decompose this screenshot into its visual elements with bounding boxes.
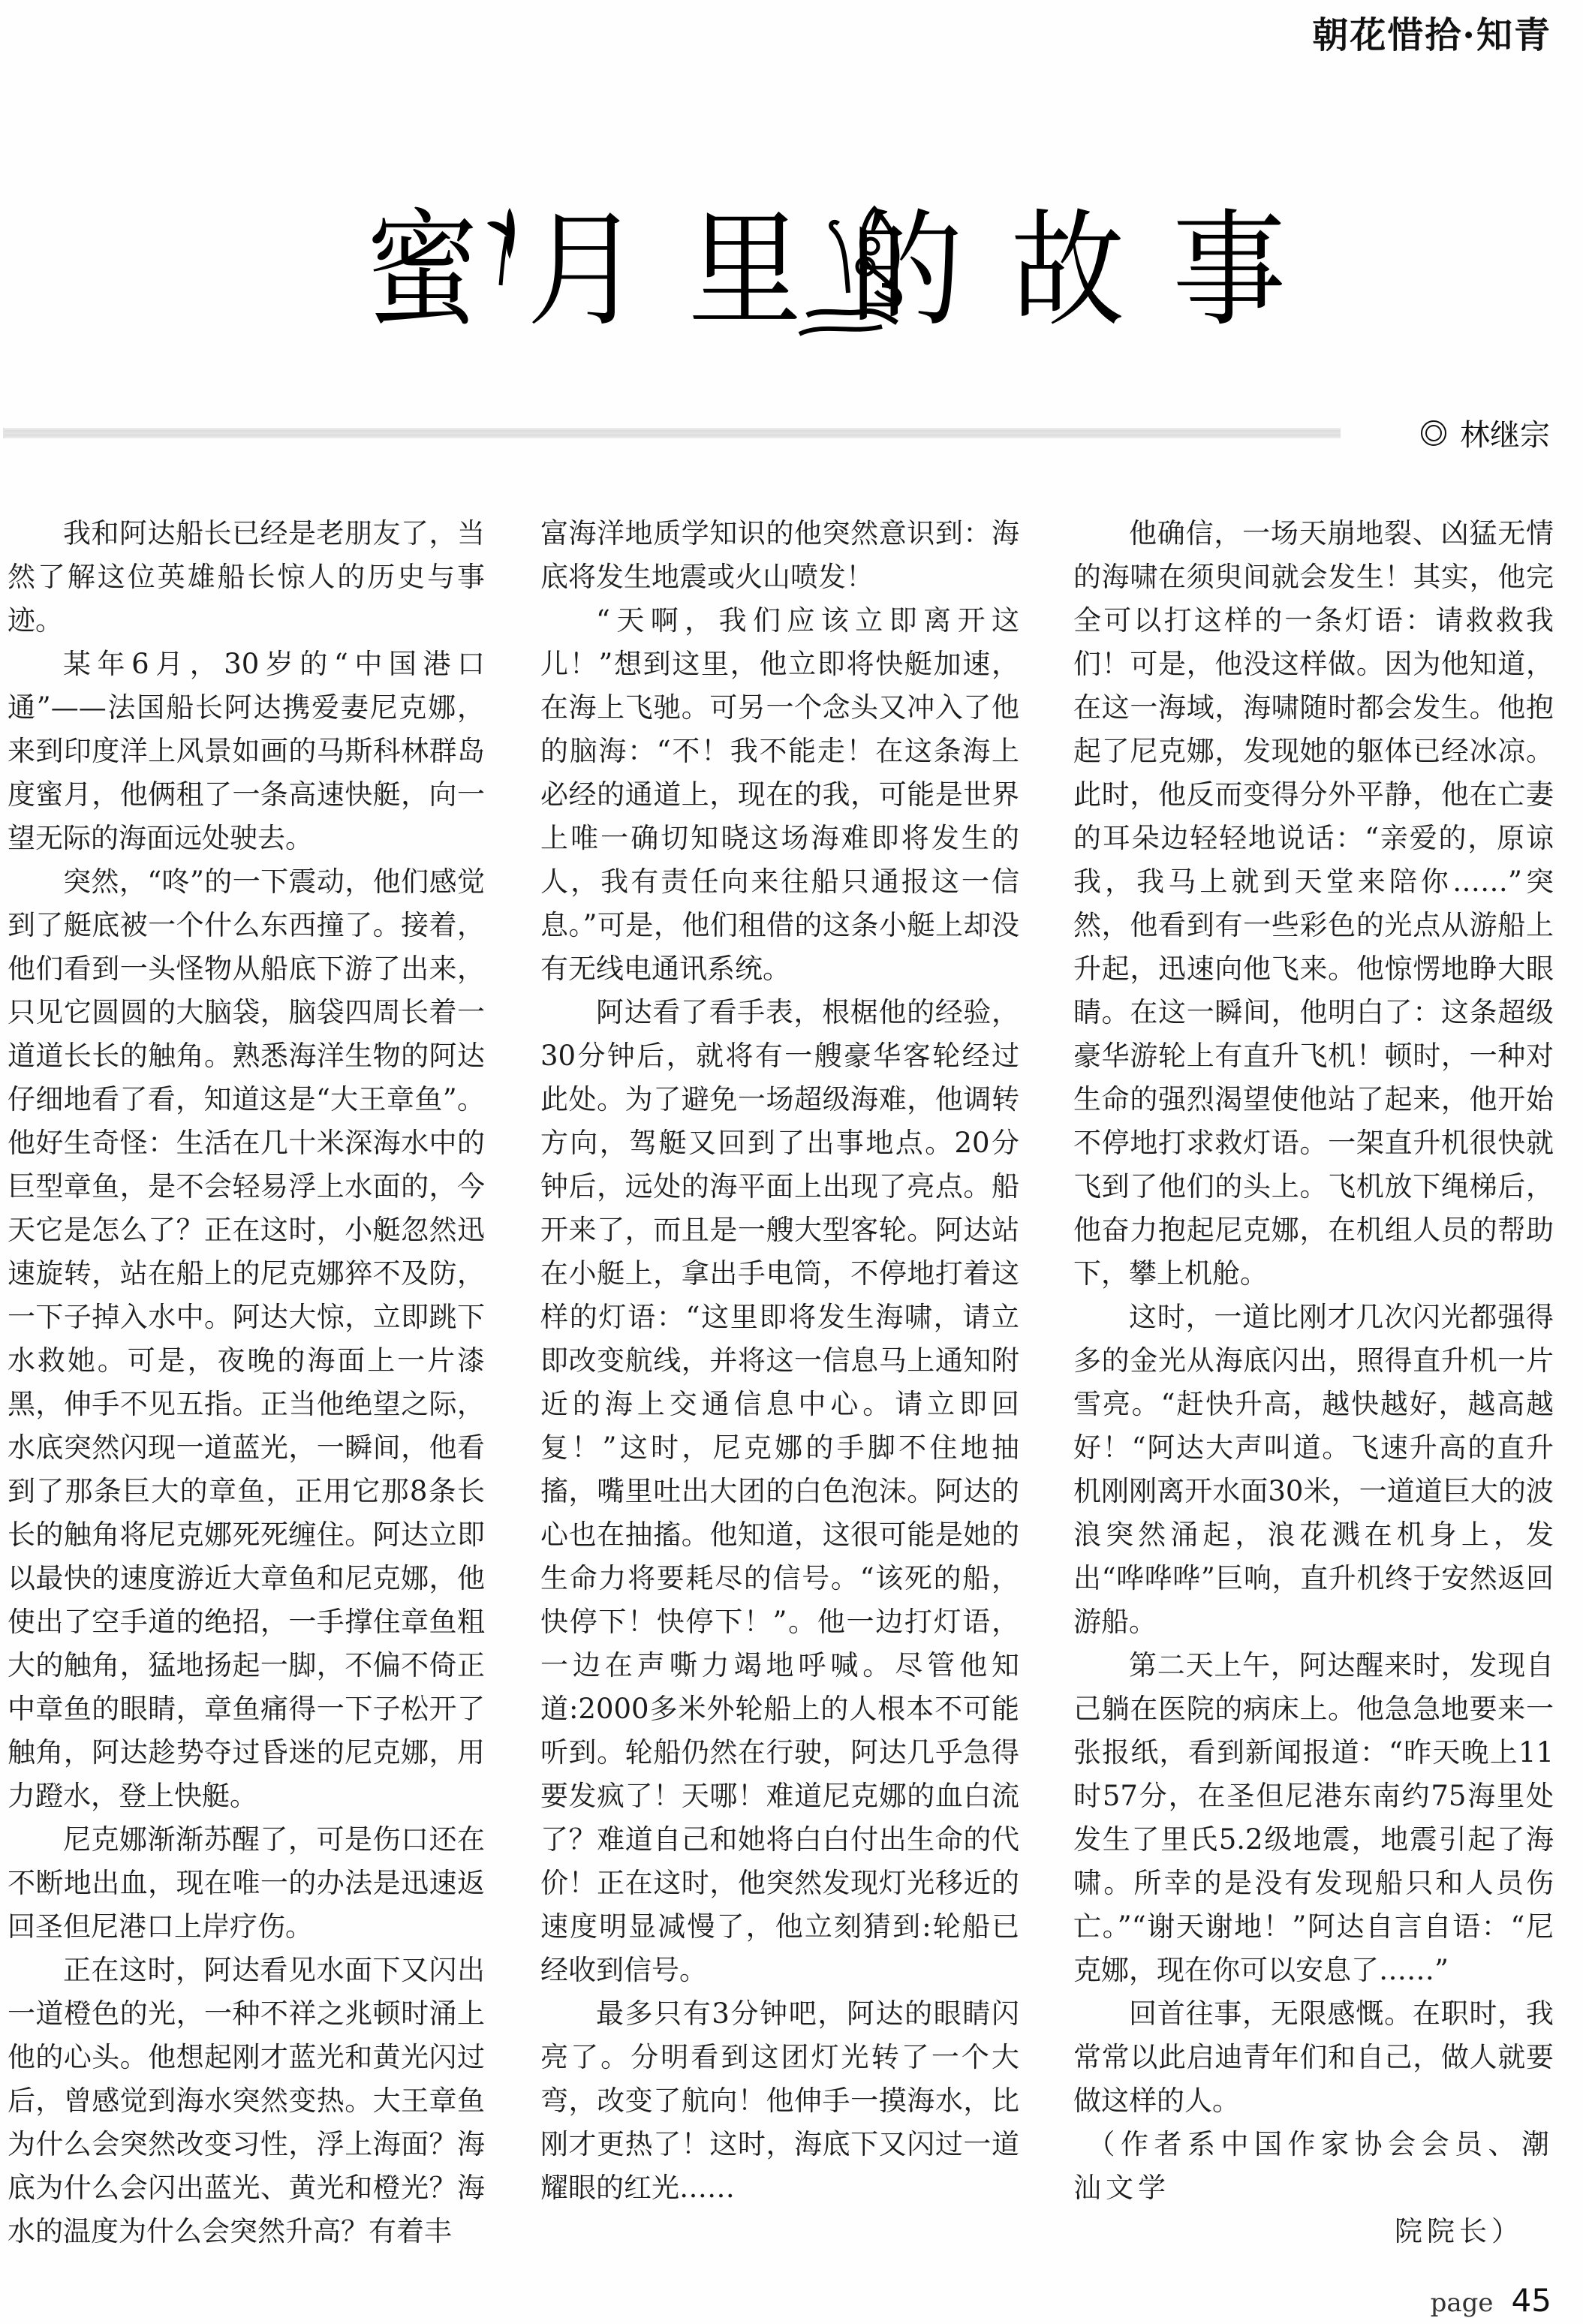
- title-char: 月: [526, 197, 641, 344]
- paragraph-continued: 富海洋地质学知识的他突然意识到：海底将发生地震或火山喷发！: [540, 517, 1019, 593]
- title-char: 事: [1172, 197, 1287, 344]
- divider-rule: [3, 428, 1341, 438]
- text-column-2: [540, 512, 1019, 2210]
- paragraph: 尼克娜渐渐苏醒了，可是伤口还在不断地出血，现在唯一的办法是迅速返回圣但尼港口上岸疗伤。: [8, 1823, 485, 1943]
- title-char: 蜜: [365, 197, 480, 344]
- page-number: 45: [1511, 2282, 1551, 2319]
- paragraph: 突然，“咚”的一下震动，他们感觉到了艇底被一个什么东西撞了。接着，他们看到一头怪物从船底下游了出来，只见它圆圆的大脑袋，脑袋四周长着一道道长长的触角。熟悉海洋生物的阿达仔细地看了看，知道这是“大王章鱼”。他好生奇怪：生活在几十米深海水中的巨型章鱼，是不会轻易浮上水面的，今天它是怎么了？正在这时，小艇忽然迅速旋转，站在船上的尼克娜猝不及防，一下子掉入水中。阿达大惊，立即跳下水救她。可是，夜晚的海面上一片漆黑，伸手不见五指。正当他绝望之际，水底突然闪现一道蓝光，一瞬间，他看到了那条巨大的章鱼，正用它那8条长长的触角将尼克娜死死缠住。阿达立即以最快的速度游近大章鱼和尼克娜，他使出了空手道的绝招，一手撑住章鱼粗大的触角，猛地扬起一脚，不偏不倚正中章鱼的眼睛，章鱼痛得一下子松开了触角，阿达趁势夺过昏迷的尼克娜，用力蹬水，登上快艇。: [8, 865, 485, 1812]
- double-circle-icon: [1421, 420, 1446, 446]
- page-footer: [1431, 2282, 1551, 2319]
- paragraph: 最多只有3分钟吧，阿达的眼睛闪亮了。分明看到这团灯光转了一个大弯，改变了航向！他伸手一摸海水，比刚才更热了！这时，海底下又闪过一道耀眼的红光……: [540, 1997, 1019, 2204]
- paragraph: 这时，一道比刚才几次闪光都强得多的金光从海底闪出，照得直升机一片雪亮。“赶快升高，越快越好，越高越好！“阿达大声叫道。飞速升高的直升机刚刚离开水面30米，一道道巨大的波浪突然涌起，浪花溅在机身上，发出“哗哗哗”巨响，直升机终于安然返回游船。: [1073, 1301, 1554, 1638]
- paragraph: “天啊，我们应该立即离开这儿！”想到这里，他立即将快艇加速，在海上飞驰。可另一个念头又冲入了他的脑海：“不！我不能走！在这条海上必经的通道上，现在的我，可能是世界上唯一确切知晓这场海难即将发生的人，我有责任向来往船只通报这一信息。”可是，他们租借的这条小艇上却没有无线电通讯系统。: [540, 604, 1019, 985]
- author-name: 林继宗: [1460, 418, 1550, 453]
- byline: [1421, 411, 1550, 454]
- title-char: 的: [849, 197, 964, 344]
- paragraph: 阿达看了看手表，根椐他的经验，30分钟后，就将有一艘豪华客轮经过此处。为了避免一场超级海难，他调转方向，驾艇又回到了出事地点。20分钟后，远处的海平面上出现了亮点。船开来了，而且是一艘大型客轮。阿达站在小艇上，拿出手电筒，不停地打着这样的灯语：“这里即将发生海啸，请立即改变航线，并将这一信息马上通知附近的海上交通信息中心。请立即回复！”这时，尼克娜的手脚不住地抽搐，嘴里吐出大团的白色泡沫。阿达的心也在抽搐。他知道，这很可能是她的生命力将要耗尽的信号。“该死的船，快停下！快停下！”。他一边打灯语，一边在声嘶力竭地呼喊。尽管他知道:2000多米外轮船上的人根本不可能听到。轮船仍然在行驶，阿达几乎急得要发疯了！天哪！难道尼克娜的血白流了？难道自己和她将白白付出生命的代价！正在这时，他突然发现灯光移近的速度明显减慢了，他立刻猜到:轮船已经收到信号。: [540, 996, 1019, 1986]
- paragraph: 第二天上午，阿达醒来时，发现自己躺在医院的病床上。他急急地要来一张报纸，看到新闻报道：“昨天晚上11时57分，在圣但尼港东南约75海里处发生了里氏5.2级地震，地震引起了海啸。所幸的是没有发现船只和人员伤亡。”“谢天谢地！”阿达自言自语：“尼克娜，现在你可以安息了……”: [1073, 1649, 1554, 1986]
- author-note-end: 院院长）: [1395, 2215, 1524, 2247]
- text-column-3: [1073, 512, 1554, 2253]
- paragraph: 正在这时，阿达看见水面下又闪出一道橙色的光，一种不祥之兆顿时涌上他的心头。他想起刚才蓝光和黄光闪过后，曾感觉到海水突然变热。大王章鱼为什么会突然改变习性，浮上海面？海底为什么会闪出蓝光、黄光和橙光？海水的温度为什么会突然升高？有着丰: [8, 1954, 485, 2247]
- page-label: page: [1430, 2288, 1494, 2318]
- title-char: 里: [688, 197, 802, 344]
- butterfly-silhouette-icon: [484, 206, 537, 289]
- paragraph: 他确信，一场天崩地裂、凶猛无情的海啸在须臾间就会发生！其实，他完全可以打这样的一条灯语：请救救我们！可是，他没这样做。因为他知道，在这一海域，海啸随时都会发生。他抱起了尼克娜，发现她的躯体已经冰凉。此时，他反而变得分外平静，他在亡妻的耳朵边轻轻地说话：“亲爱的，原谅我，我马上就到天堂来陪你……”突然，他看到有一些彩色的光点从游船上升起，迅速向他飞来。他惊愣地睁大眼睛。在这一瞬间，他明白了：这条超级豪华游轮上有直升飞机！顿时，一种对生命的强烈渴望使他站了起来，他开始不停地打求救灯语。一架直升机很快就飞到了他们的头上。飞机放下绳梯后，他奋力抱起尼克娜，在机组人员的帮助下，攀上机舱。: [1073, 517, 1554, 1290]
- author-note: （作者系中国作家协会会员、潮汕文学: [1073, 2128, 1554, 2204]
- paragraph: 回首往事，无限感慨。在职时，我常常以此启迪青年们和自己，做人就要做这样的人。: [1073, 1997, 1554, 2117]
- section-label: 朝花惜拾·知青: [1312, 14, 1551, 56]
- paragraph: 我和阿达船长已经是老朋友了，当然了解这位英雄船长惊人的历史与事迹。: [8, 517, 485, 637]
- paragraph: 某年6月，30岁的“中国港口通”——法国船长阿达携爱妻尼克娜，来到印度洋上风景如画的马斯科林群岛度蜜月，他俩租了一条高速快艇，向一望无际的海面远处驶去。: [8, 648, 485, 854]
- title-char: 故: [1010, 197, 1125, 344]
- text-column-1: [8, 512, 485, 2253]
